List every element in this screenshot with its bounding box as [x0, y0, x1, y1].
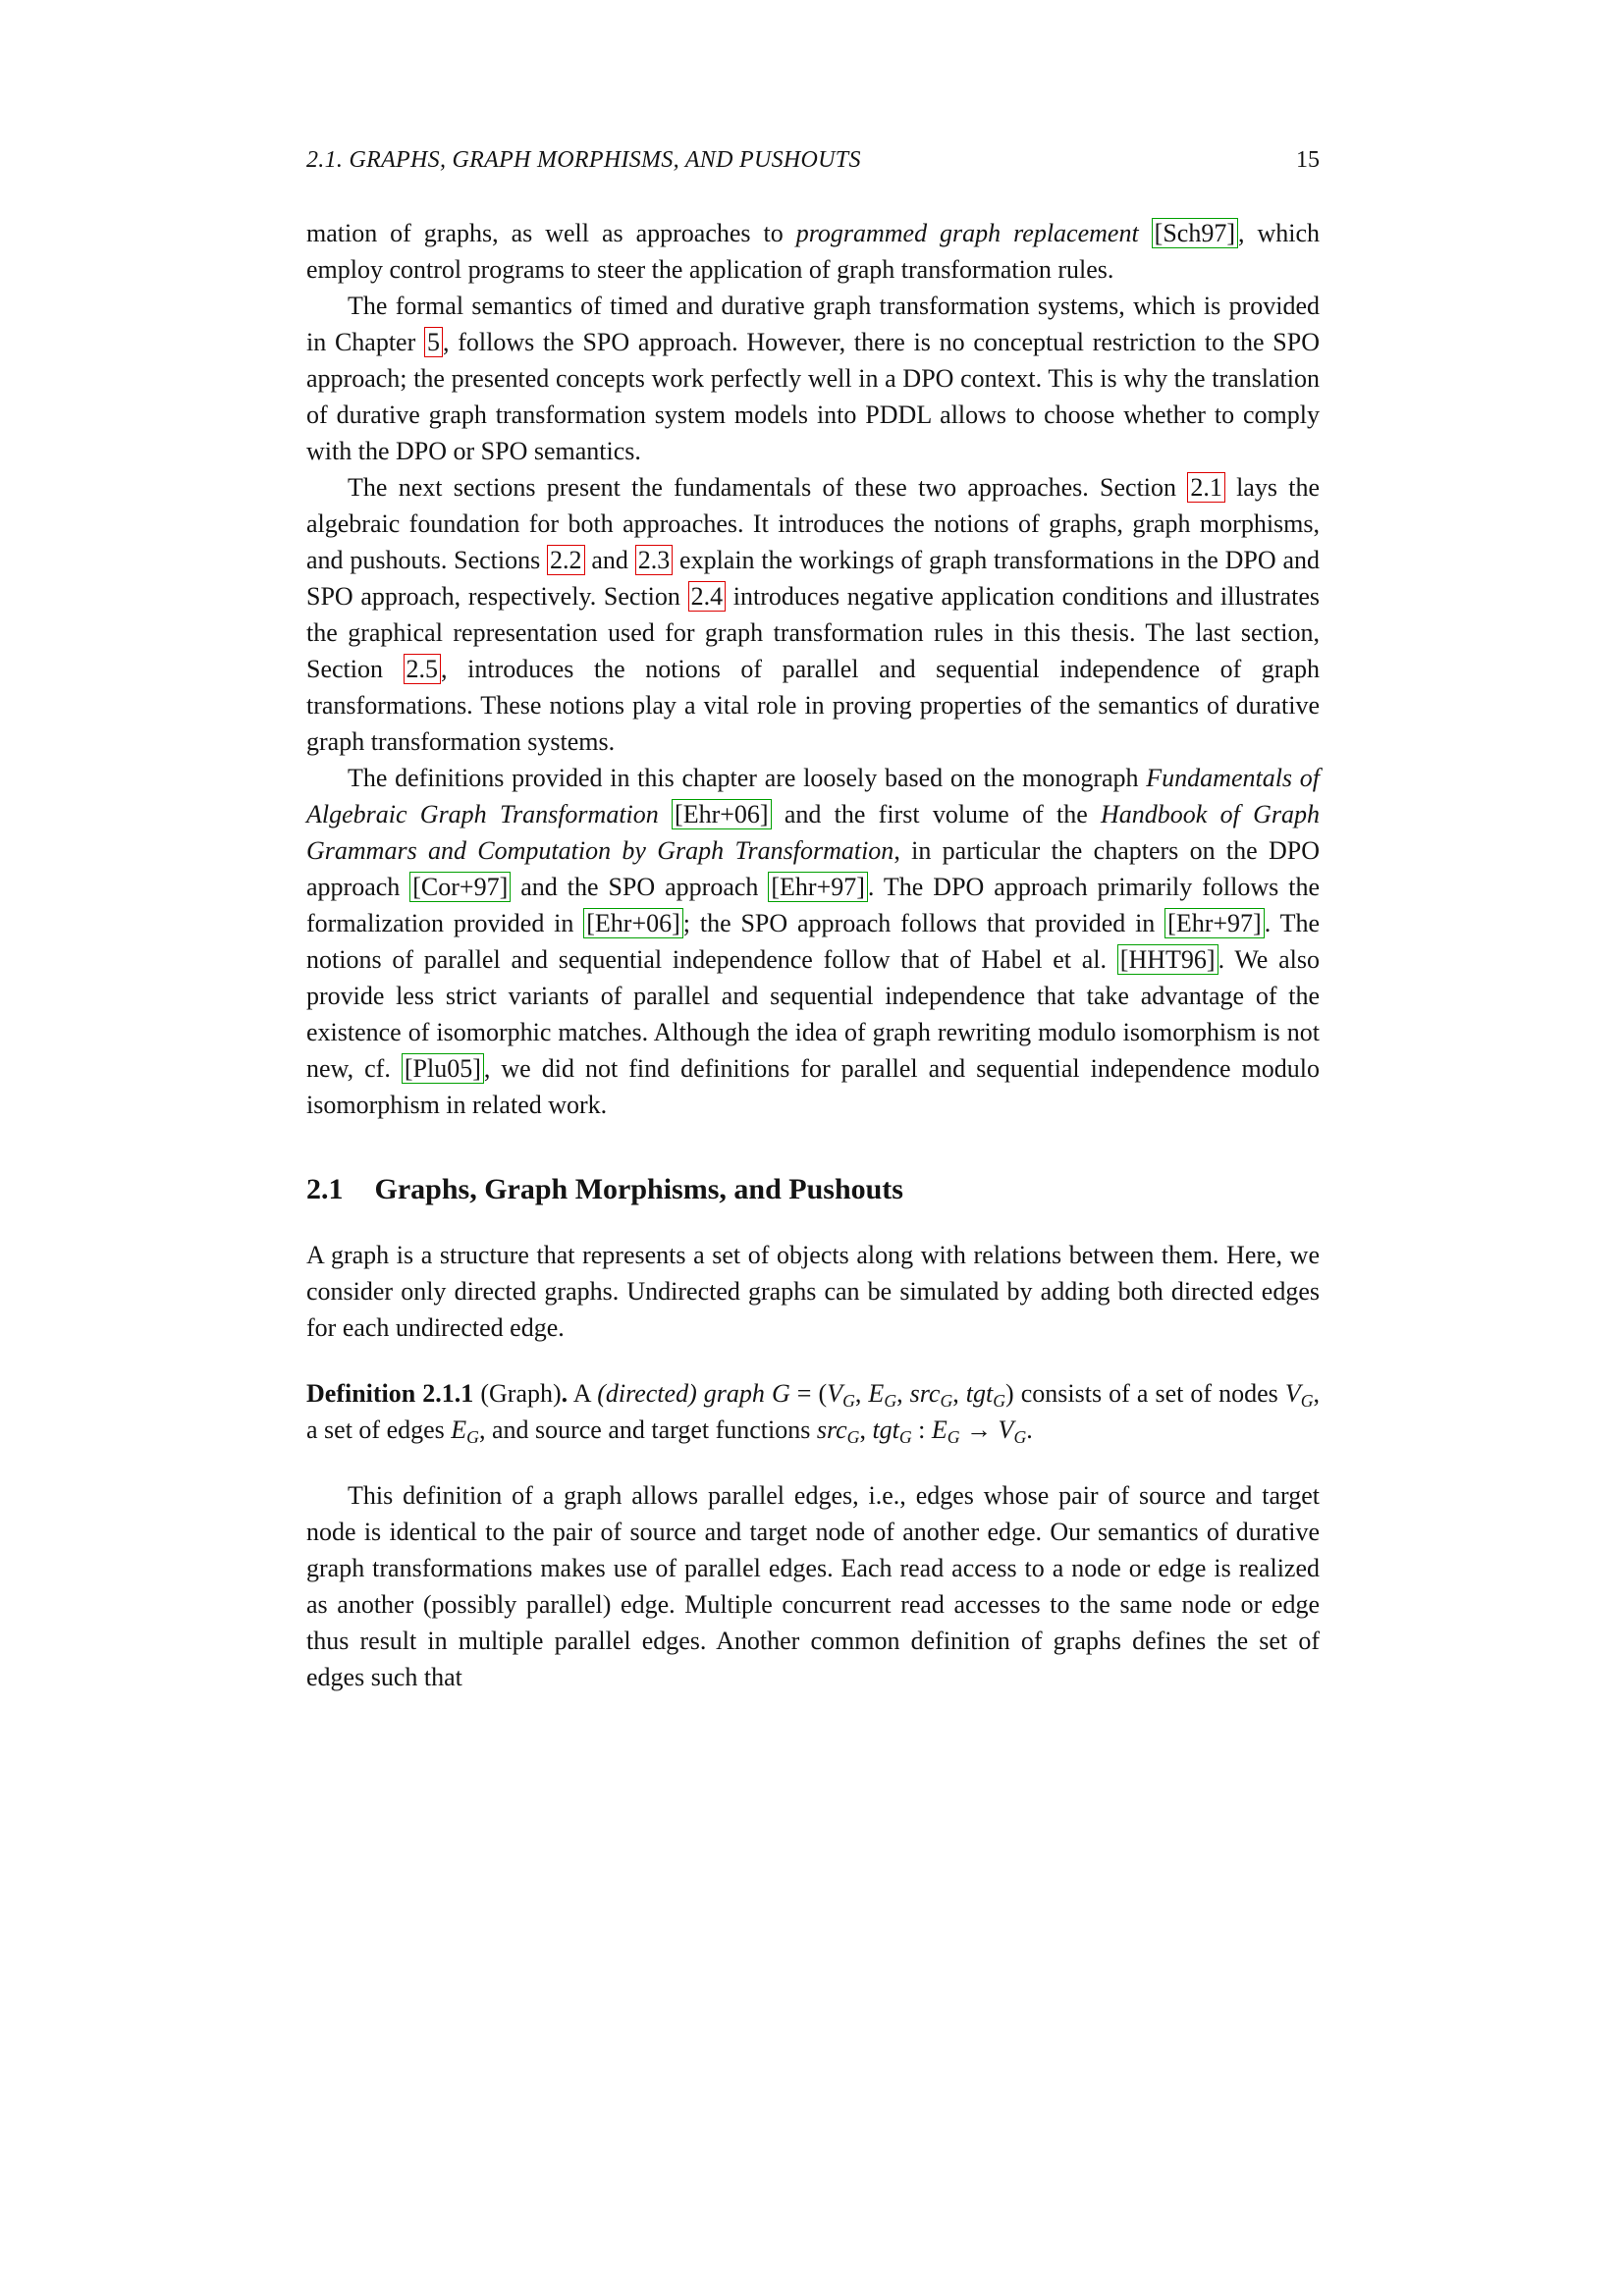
math-subscript: G — [1300, 1390, 1314, 1411]
text-segment: A — [568, 1379, 598, 1408]
section-number: 2.1 — [306, 1173, 344, 1205]
text-segment: , — [952, 1379, 966, 1408]
section-ref-link[interactable]: 2.1 — [1187, 472, 1225, 503]
citation-link[interactable]: [Sch97] — [1152, 218, 1238, 248]
text-segment: . — [561, 1379, 568, 1408]
citation-link[interactable]: [Cor+97] — [409, 872, 511, 902]
math-subscript: G — [940, 1390, 953, 1411]
citation-link[interactable]: [Ehr+06] — [583, 908, 683, 938]
paragraph — [306, 469, 1320, 760]
text-segment: , and source and target functions — [478, 1415, 817, 1444]
text-segment: The next sections present the fundamentals of these two approaches. Section — [348, 473, 1188, 502]
text-segment: tgt$_G$ — [965, 1379, 1005, 1411]
paragraph — [306, 288, 1320, 469]
math-subscript: G — [846, 1426, 860, 1447]
text-segment: , follows the SPO approach. However, there is no conceptual restriction to the SPO approach; the presented concepts work perfectly well in a DPO context. This is why the translation of durative graph transformation system models into PDDL allows to choose whether to comply with the DPO or SPO semantics. — [306, 328, 1320, 465]
text-segment: and — [584, 546, 635, 574]
citation-link[interactable]: [HHT96] — [1117, 944, 1218, 975]
text-segment: src$_G$ — [909, 1379, 953, 1411]
text-segment: The definitions provided in this chapter are loosely based on the monograph — [348, 764, 1147, 792]
text-segment: , in particular the chapters on the DPO approach — [306, 836, 1321, 901]
text-segment: and the SPO approach — [511, 873, 769, 901]
text-segment: , — [859, 1415, 873, 1444]
text-segment: G — [771, 1379, 790, 1408]
text-segment: and the first volume of the — [771, 800, 1102, 828]
text-segment: lays the algebraic foundation for both approaches. It introduces the notions of graphs, graph morphisms, and pushouts. Sections — [306, 473, 1320, 574]
text-segment — [659, 800, 672, 828]
text-segment: . The notions of parallel and sequential independence follow that of Habel et al. — [306, 909, 1321, 974]
section-ref-link[interactable]: 2.4 — [688, 581, 727, 612]
text-segment: $E_G$ — [451, 1415, 479, 1447]
text-segment: Definition 2.1.1 — [306, 1379, 474, 1408]
math-subscript: G — [993, 1390, 1005, 1411]
text-segment: The formal semantics of timed and durative graph transformation systems, which is provided in Chapter — [306, 292, 1320, 356]
text-segment: . — [1026, 1415, 1033, 1444]
text-segment: A graph is a structure that represents a set of objects along with relations between them. Here, we consider only directed graphs. Undirected graphs can be simulated by adding both directed edges for each undirected edge. — [306, 1241, 1320, 1342]
text-segment: This definition of a graph allows parallel edges, i.e., edges whose pair of source and target node is identical to the pair of source and target node of another edge. Our semantics of durative graph transformations makes use of parallel edges. Each read access to a node or edge is realized as another (possibly parallel) edge. Multiple concurrent read accesses to the same node or edge thus result in multiple parallel edges. Another common definition of graphs defines the set of edges such that — [306, 1481, 1320, 1691]
citation-link[interactable]: [Plu05] — [402, 1053, 484, 1084]
page-number: 15 — [1296, 147, 1320, 173]
text-segment: , introduces the notions of parallel and sequential independence of graph transformations. These notions play a vital role in proving properties of the semantics of durative graph transformation systems. — [306, 655, 1320, 756]
text-segment: src$_G$ — [816, 1415, 860, 1447]
running-title: 2.1. GRAPHS, GRAPH MORPHISMS, AND PUSHOUTS — [306, 147, 861, 173]
text-segment: mation of graphs, as well as approaches to — [306, 219, 796, 247]
text-segment — [1139, 219, 1152, 247]
text-segment: $V_G$ — [827, 1379, 855, 1411]
section-ref-link[interactable]: 2.2 — [547, 545, 585, 575]
section-ref-link[interactable]: 5 — [424, 327, 443, 357]
section-heading — [306, 1172, 1320, 1207]
citation-link[interactable]: [Ehr+06] — [672, 799, 772, 829]
text-segment: Fundamentals of Algebraic Graph Transformation — [306, 764, 1320, 828]
text-segment: explain the workings of graph transformations in the DPO and SPO approach, respectively. Section — [306, 546, 1320, 611]
text-segment: ; the SPO approach follows that provided in — [682, 909, 1165, 937]
text-segment: $E_G$ — [868, 1379, 897, 1411]
text-segment: introduces negative application conditions and illustrates the graphical representation used for graph transformation rules in this thesis. The last section, Section — [306, 582, 1320, 683]
text-segment: , — [896, 1379, 910, 1408]
citation-link[interactable]: [Ehr+97] — [768, 872, 868, 902]
text-segment: . The DPO approach primarily follows the formalization provided in — [306, 873, 1320, 937]
paragraph — [306, 215, 1320, 288]
text-segment: : — [911, 1415, 932, 1444]
math-subscript: G — [1013, 1426, 1027, 1447]
section-title: Graphs, Graph Morphisms, and Pushouts — [374, 1173, 903, 1205]
text-segment — [765, 1379, 772, 1408]
running-header — [306, 147, 1320, 174]
text-segment: = ( — [789, 1379, 828, 1408]
citation-link[interactable]: [Ehr+97] — [1164, 908, 1265, 938]
math-subscript: G — [884, 1390, 897, 1411]
definition-block — [306, 1375, 1320, 1448]
text-segment: , we did not find definitions for parallel and sequential independence modulo isomorphism in related work. — [306, 1054, 1321, 1119]
text-segment: ) consists of a set of nodes — [1005, 1379, 1285, 1408]
text-segment: , — [854, 1379, 869, 1408]
text-segment: (directed) graph — [597, 1379, 765, 1408]
text-segment: programmed graph replacement — [795, 219, 1139, 247]
text-segment: (Graph) — [473, 1379, 562, 1408]
text-segment: . We also provide less strict variants of parallel and sequential independence that take advantage of the existence of isomorphic matches. Although the idea of graph rewriting modulo isomorphism is not new, cf. — [306, 945, 1320, 1083]
paragraph — [306, 760, 1320, 1123]
math-subscript: G — [466, 1426, 479, 1447]
math-subscript: G — [947, 1426, 960, 1447]
math-subscript: G — [898, 1426, 912, 1447]
paragraph — [306, 1477, 1320, 1695]
text-segment: Handbook of Graph Grammars and Computation by Graph Transformation — [306, 800, 1320, 865]
text-segment: , a set of edges — [306, 1379, 1320, 1444]
text-segment: $V_G$ — [998, 1415, 1027, 1447]
page-body — [306, 215, 1320, 1695]
text-segment: tgt$_G$ — [872, 1415, 912, 1447]
text-segment: → — [959, 1415, 999, 1444]
math-subscript: G — [842, 1390, 855, 1411]
section-ref-link[interactable]: 2.3 — [635, 545, 674, 575]
text-segment: $E_G$ — [931, 1415, 960, 1447]
text-segment: , which employ control programs to steer the application of graph transformation rules. — [306, 219, 1320, 284]
paragraph — [306, 1237, 1320, 1346]
section-ref-link[interactable]: 2.5 — [404, 654, 442, 684]
text-segment: $V_G$ — [1284, 1379, 1314, 1411]
